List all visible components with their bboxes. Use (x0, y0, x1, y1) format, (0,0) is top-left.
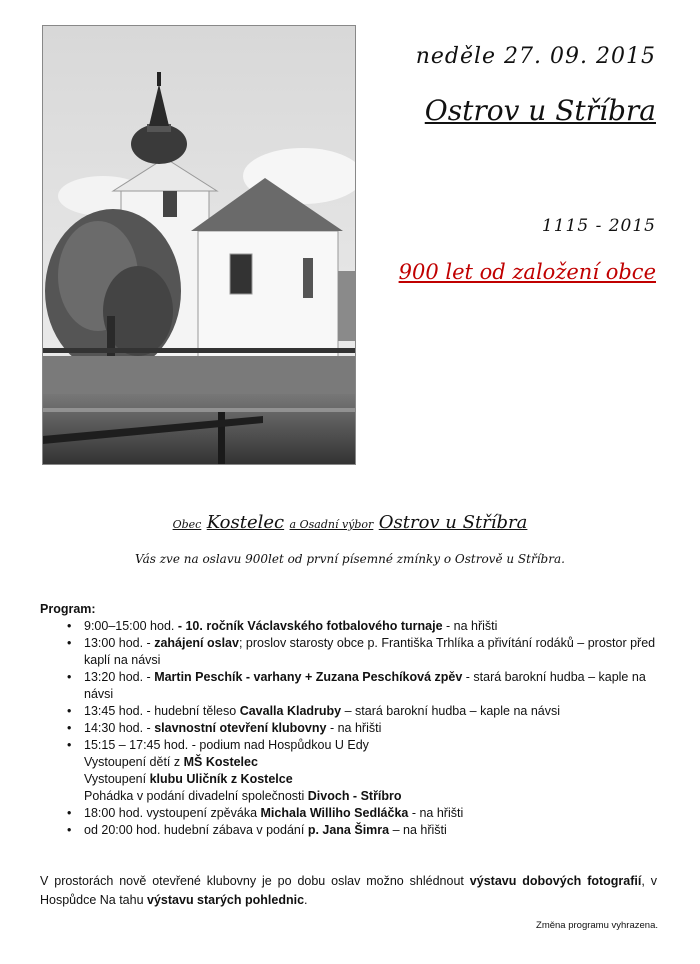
program-section (40, 601, 660, 839)
inviter-part3: a Osadní výbor (289, 518, 374, 531)
program-item: • od 20:00 hod. hudební zábava v podání p. Jana Šimra – na hřišti (84, 822, 660, 839)
inviter-part4: Ostrov u Stříbra (378, 512, 528, 533)
program-subitem: Vystoupení dětí z MŠ Kostelec (84, 755, 258, 769)
anniversary-years: 1115 - 2015 (541, 216, 656, 236)
program-item: • 15:15 – 17:45 hod. - podium nad Hospůdkou U Edy Vystoupení dětí z MŠ Kostelec Vystoupení klubu Uličník z Kostelce Pohádka v podání divadelní společnosti Divoch - Stříbro (84, 737, 660, 805)
program-item: • 13:45 hod. - hudební těleso Cavalla Kladruby – stará barokní hudba – kaple na návsi (84, 703, 660, 720)
program-item: • 13:00 hod. - zahájení oslav; proslov starosty obce p. Františka Trhlíka a přivítání rodáků – prostor před kaplí na návsi (84, 635, 660, 669)
program-item: • 18:00 hod. vystoupení zpěváka Michala Williho Sedláčka - na hřišti (84, 805, 660, 822)
church-photo-icon (43, 26, 355, 464)
program-list (40, 618, 660, 839)
church-photo (42, 25, 356, 465)
anniversary-title: 900 let od založení obce (398, 260, 656, 284)
change-notice: Změna programu vyhrazena. (536, 920, 658, 931)
event-date: neděle 27. 09. 2015 (415, 44, 656, 69)
inviter-line (0, 512, 700, 533)
program-subitem: Pohádka v podání divadelní společnosti Divoch - Stříbro (84, 789, 402, 803)
invite-text: Vás zve na oslavu 900let od první písemné zmínky o Ostrově u Stříbra. (135, 552, 565, 566)
inviter-part1: Obec (172, 518, 202, 531)
inviter-part2: Kostelec (206, 512, 285, 533)
program-item: • 14:30 hod. - slavnostní otevření klubovny - na hřišti (84, 720, 660, 737)
program-label: Program: (40, 602, 96, 616)
program-item: • 9:00–15:00 hod. - 10. ročník Václavského fotbalového turnaje - na hřišti (84, 618, 660, 635)
program-subitem: Vystoupení klubu Uličník z Kostelce (84, 772, 293, 786)
program-item: • 13:20 hod. - Martin Peschík - varhany + Zuzana Peschíková zpěv - stará barokní hudba – kaple na návsi (84, 669, 660, 703)
village-title: Ostrov u Stříbra (424, 94, 656, 127)
closing-paragraph: V prostorách nově otevřené klubovny je po dobu oslav možno shlédnout výstavu dobových fotografií, v Hospůdce Na tahu výstavu starých pohlednic. (40, 874, 657, 907)
